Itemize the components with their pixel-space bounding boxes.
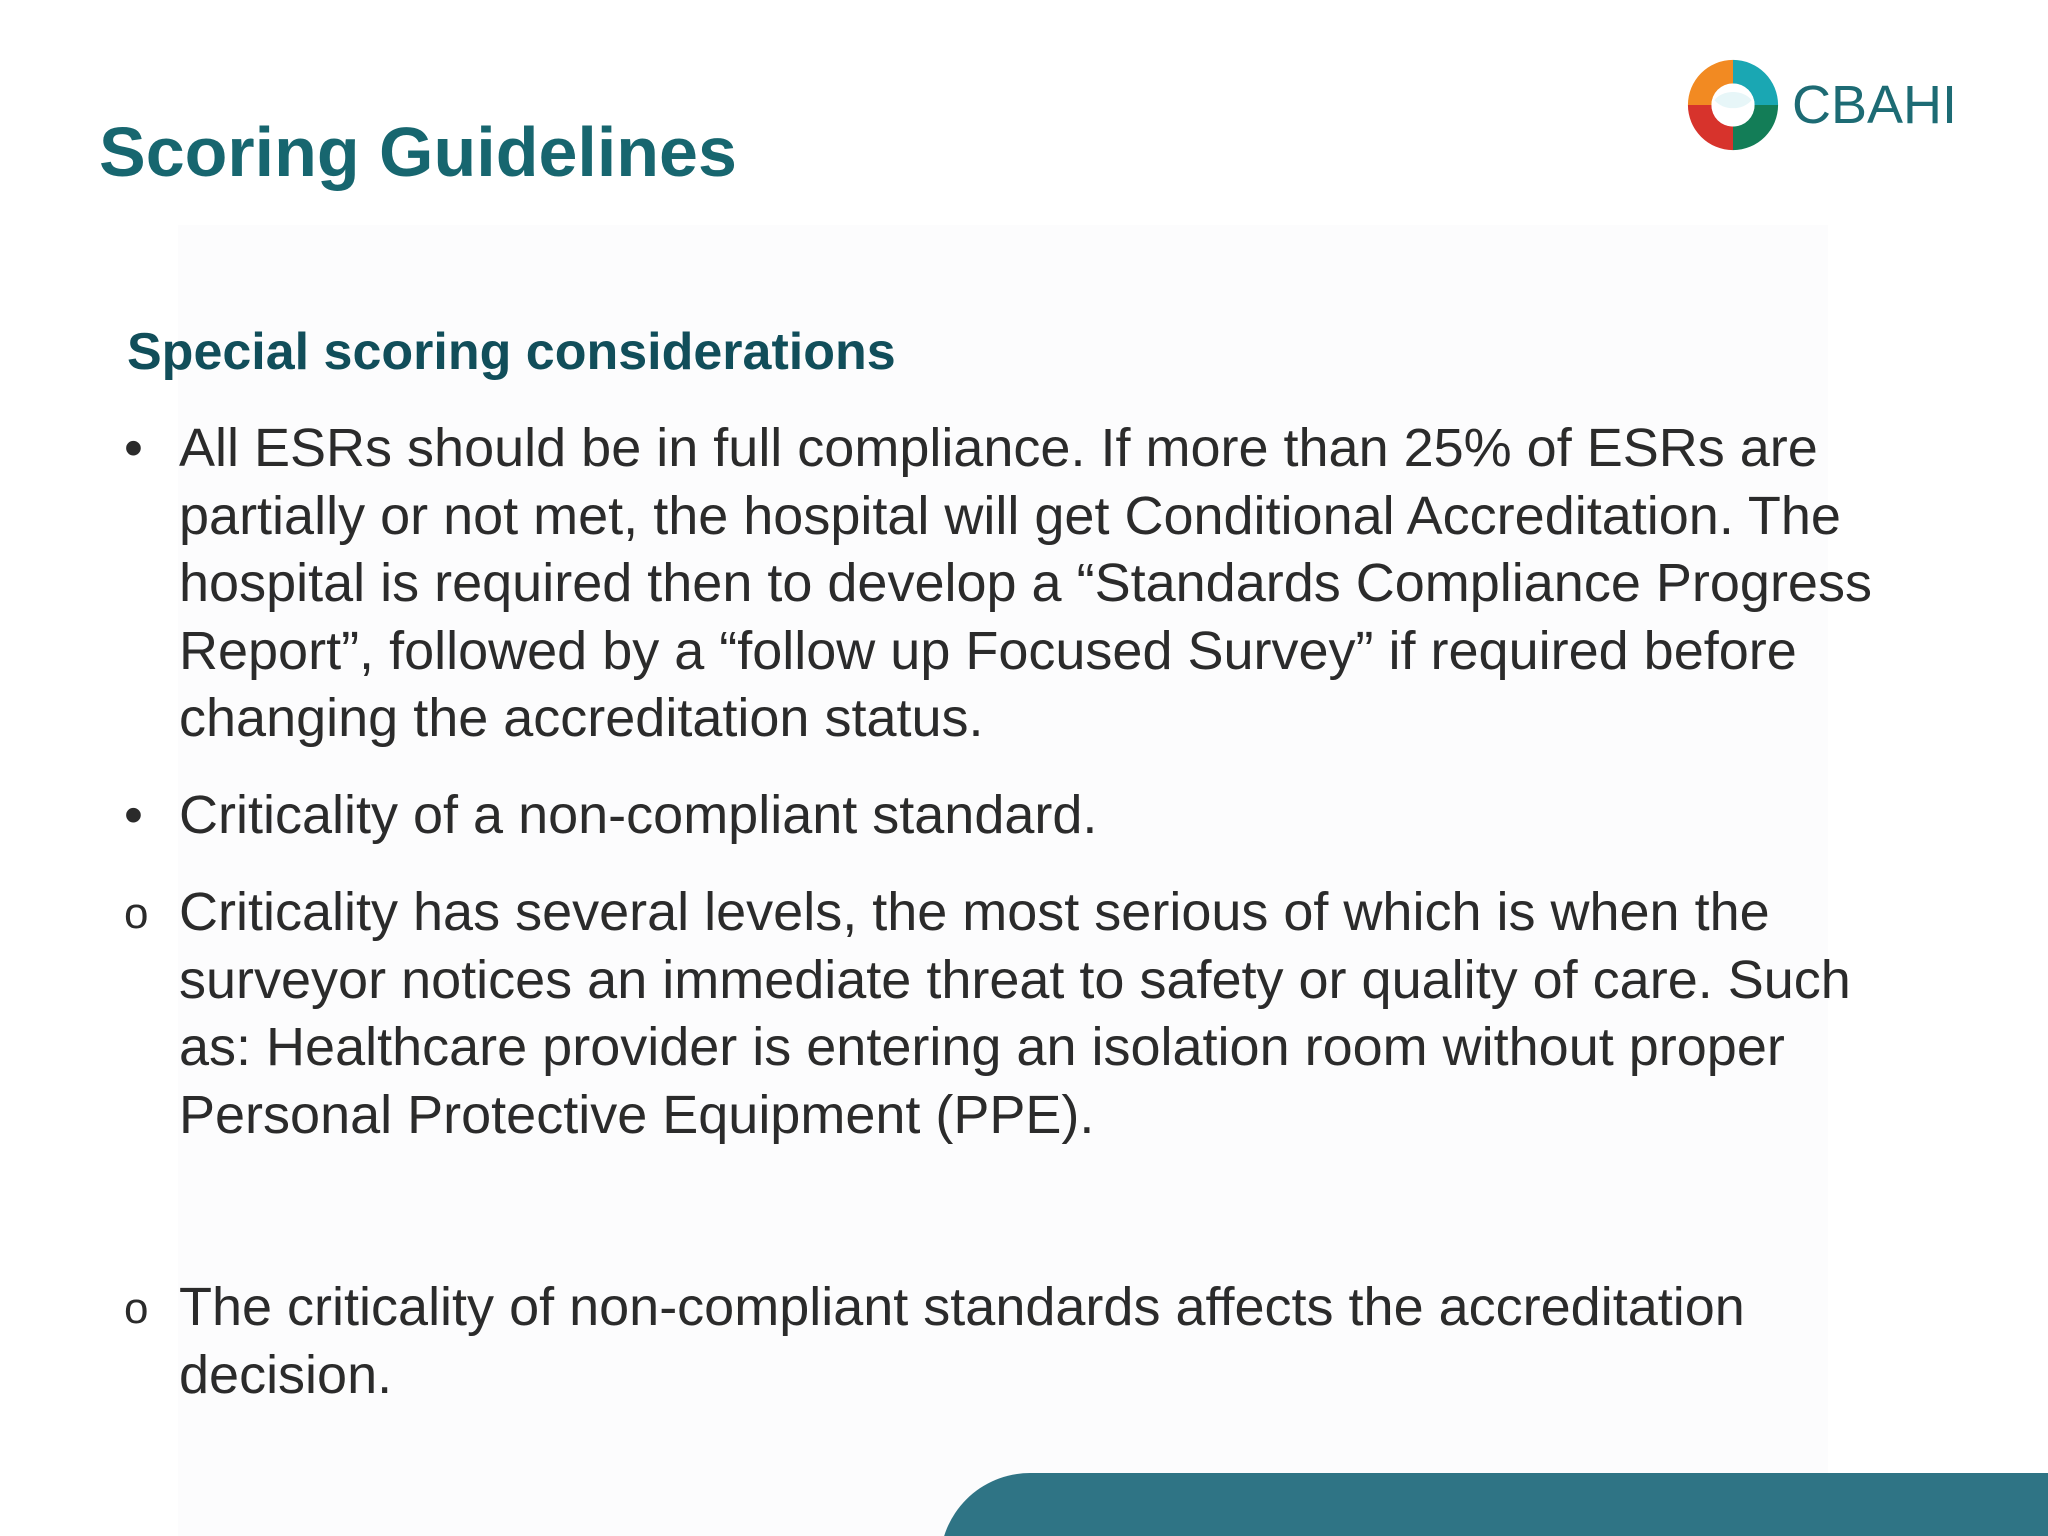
sub-bullet-text: Criticality has several levels, the most serious of which is when the surveyor notices an immediate threat to safety or quality of care. Such as: Healthcare provider is entering an isolation room without proper Personal Protective Equipment (PPE). — [179, 882, 1851, 1145]
sub-bullet-text: The criticality of non-compliant standards affects the accreditation decision. — [179, 1277, 1745, 1405]
bullet-item-criticality — [124, 782, 1894, 850]
sub-bullet-marker: o — [124, 1284, 149, 1333]
bullet-text: Criticality of a non-compliant standard. — [179, 785, 1098, 845]
bottom-decorative-band — [940, 1473, 2048, 1536]
bullet-marker: • — [124, 785, 143, 845]
bullet-item-esr-compliance — [124, 415, 1894, 753]
slide-title: Scoring Guidelines — [99, 113, 737, 191]
bullet-marker: • — [124, 418, 143, 478]
sub-bullet-item-criticality-levels — [124, 879, 1894, 1149]
sub-bullet-item-accreditation-decision — [124, 1274, 1894, 1409]
cbahi-logo-mark — [1684, 56, 1782, 154]
cbahi-logo — [1684, 56, 1958, 156]
bullet-text: All ESRs should be in full compliance. If more than 25% of ESRs are partially or not met, the hospital will get Conditional Accreditation. The hospital is required then to develop a “Standards Compliance Progress Report”, followed by a “follow up Focused Survey” if required before changing the accreditation status. — [179, 418, 1872, 748]
section-subtitle: Special scoring considerations — [127, 323, 896, 381]
cbahi-logo-text: CBAHI — [1792, 75, 1958, 135]
sub-bullet-marker: o — [124, 889, 149, 938]
